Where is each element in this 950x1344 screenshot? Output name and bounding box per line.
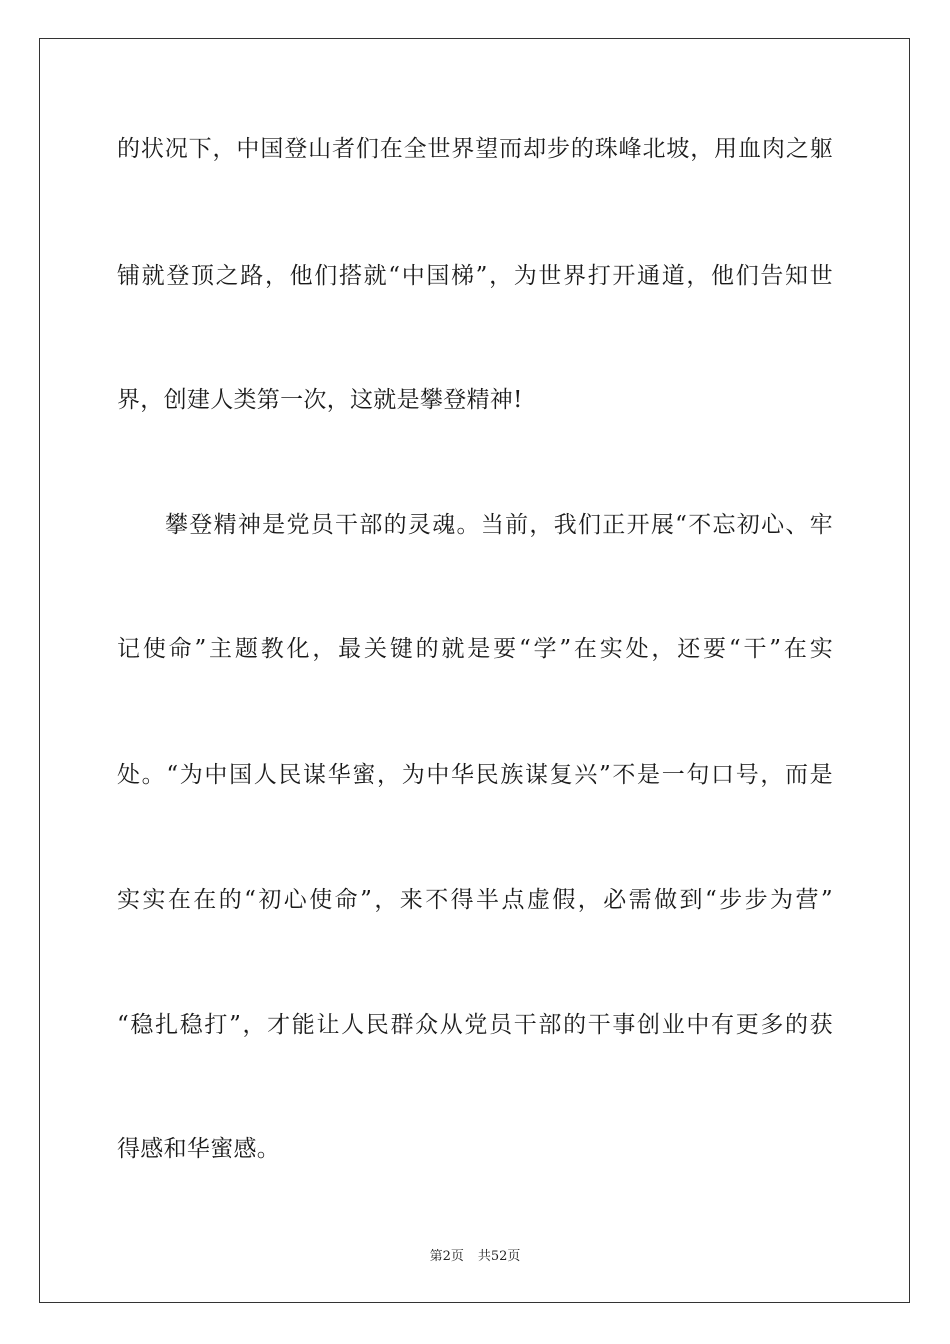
text-line-4: 攀登精神是党员干部的灵魂。当前，我们正开展“不忘初心、牢 [165,512,833,538]
text-line-2: 铺就登顶之路，他们搭就“中国梯”，为世界打开通道，他们告知世 [117,263,833,289]
text-line-5: 记使命”主题教化，最关键的就是要“学”在实处，还要“干”在实 [117,636,833,662]
text-line-9: 得感和华蜜感。 [117,1136,281,1162]
page-border [39,38,910,1303]
text-line-7: 实实在在的“初心使命”，来不得半点虚假，必需做到“步步为营” [117,887,833,913]
text-line-8: “稳扎稳打”，才能让人民群众从党员干部的干事创业中有更多的获 [117,1012,833,1038]
page-number: 第2页 [429,1249,464,1264]
text-line-1: 的状况下，中国登山者们在全世界望而却步的珠峰北坡，用血肉之躯 [117,136,833,162]
text-line-6: 处。“为中国人民谋华蜜，为中华民族谋复兴”不是一句口号，而是 [117,762,833,788]
page-footer [0,1248,950,1266]
text-line-3: 界，创建人类第一次，这就是攀登精神! [117,387,523,413]
page-total: 共52页 [477,1249,521,1264]
